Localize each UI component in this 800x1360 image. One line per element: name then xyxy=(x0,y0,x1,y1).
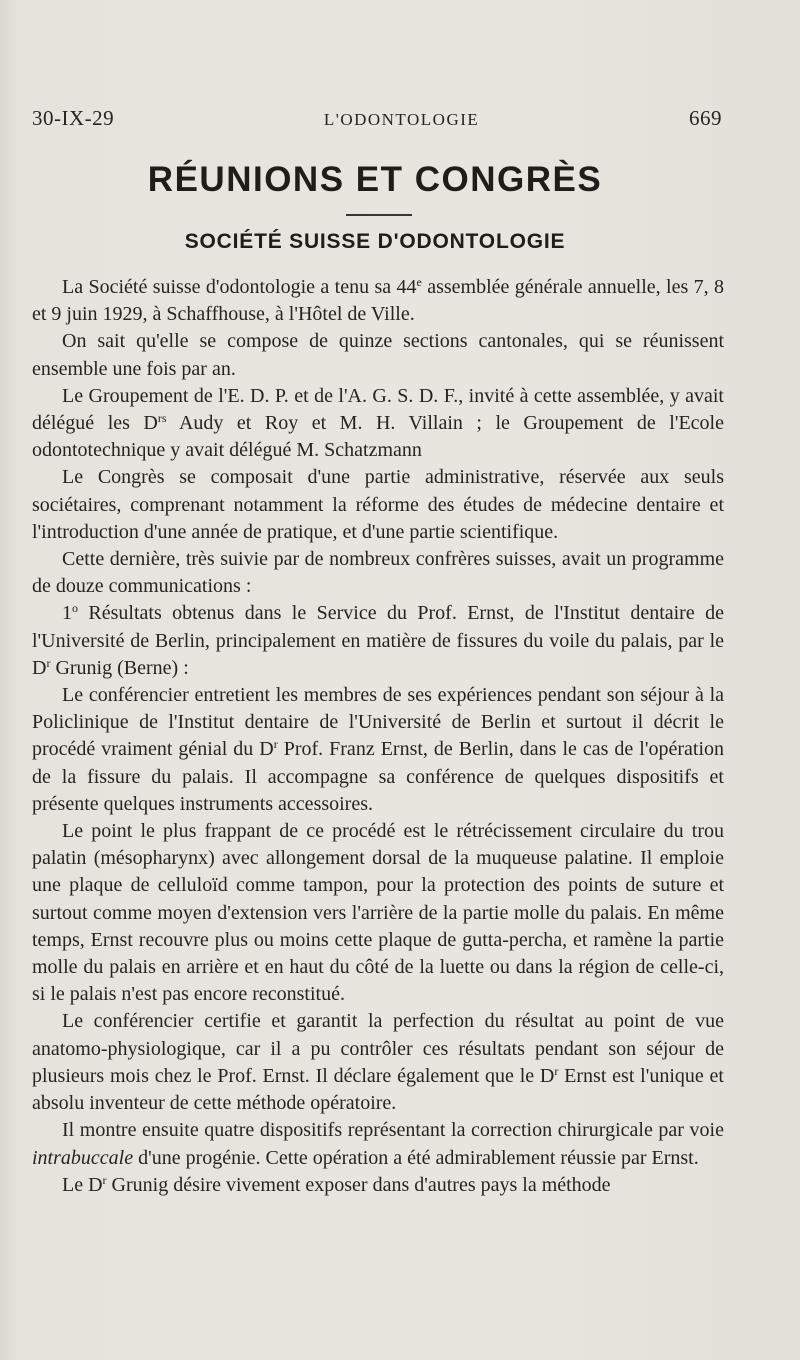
paragraph-10: Il montre ensuite quatre dispositifs représentant la correction chirurgicale par voie intrabuccale d'une progénie. Cette opération a été admirablement réussie par Ernst. xyxy=(32,1119,724,1169)
paragraph-1: La Société suisse d'odontologie a tenu sa 44e assemblée générale annuelle, les 7, 8 et 9 juin 1929, à Schaffhouse, à l'Hôtel de Ville. xyxy=(32,275,724,326)
paragraph-9: Le conférencier certifie et garantit la perfection du résultat au point de vue anatomo-physiologique, car il a pu contrôler ces résultats pendant son séjour de plusieurs mois chez le Prof. Ernst. Il déclare également que le $D^r$ Ernst est l'unique et absolu inventeur de cette méthode opératoire. xyxy=(32,1010,724,1115)
article-body xyxy=(32,274,724,1199)
section-title: RÉUNIONS ET CONGRÈS xyxy=(147,160,603,199)
paragraph-4: Le Congrès se composait d'une partie administrative, réservée aux seuls sociétaires, comprenant notamment la réforme des études de médecine dentaire et l'introduction d'une année de pratique, et d'une partie scientifique. xyxy=(32,466,724,543)
issue-date: 30-IX-29 xyxy=(32,106,115,130)
paragraph-8: Le point le plus frappant de ce procédé est le rétrécissement circulaire du trou palatin (mésopharynx) avec allongement dorsal de la muqueuse palatine. Il emploie une plaque de celluloïd comme tampon, pour la protection des points de suture et surtout comme moyen d'extension vers l'arrière de la partie molle du palais. En même temps, Ernst recouvre plus ou moins cette plaque de gutta-percha, et ramène la partie molle du palais en arrière et en haut du côté de la luette ou dans la région de celle-ci, si le palais n'est pas encore reconstitué. xyxy=(32,820,724,1006)
subsection-title: SOCIÉTÉ SUISSE D'ODONTOLOGIE xyxy=(184,230,566,253)
paragraph-2: On sait qu'elle se compose de quinze sections cantonales, qui se réunissent ensemble une fois par an. xyxy=(32,330,724,380)
paragraph-7: Le conférencier entretient les membres de ses expériences pendant son séjour à la Policlinique de l'Institut dentaire de l'Université de Berlin et surtout il décrit le procédé vraiment génial du $D^r$ Prof. Franz Ernst, de Berlin, dans le cas de l'opération de la fissure du palais. Il accompagne sa conférence de quelques dispositifs et présente quelques instruments accessoires. xyxy=(32,684,724,815)
running-header xyxy=(32,106,722,131)
journal-title: L'ODONTOLOGIE xyxy=(323,110,480,129)
paragraph-3: Le Groupement de l'E. D. P. et de l'A. G. S. D. F., invité à cette assemblée, y avait délégué les $D^{rs}$ Audy et Roy et M. H. Villain ; le Groupement de l'Ecole odontotechnique y avait délégué M. Schatzmann xyxy=(32,384,724,462)
paragraph-6: 1$^o$ Résultats obtenus dans le Service du Prof. Ernst, de l'Institut dentaire de l'Université de Berlin, principalement en matière de fissures du voile du palais, par le $D^r$ Grunig (Berne) : xyxy=(32,601,724,679)
title-rule xyxy=(346,214,412,216)
paragraph-5: Cette dernière, très suivie par de nombreux confrères suisses, avait un programme de douze communications : xyxy=(32,548,724,598)
page-number: 669 xyxy=(689,106,722,130)
paragraph-11: Le $D^r$ Grunig désire vivement exposer dans d'autres pays la méthode xyxy=(62,1172,611,1196)
